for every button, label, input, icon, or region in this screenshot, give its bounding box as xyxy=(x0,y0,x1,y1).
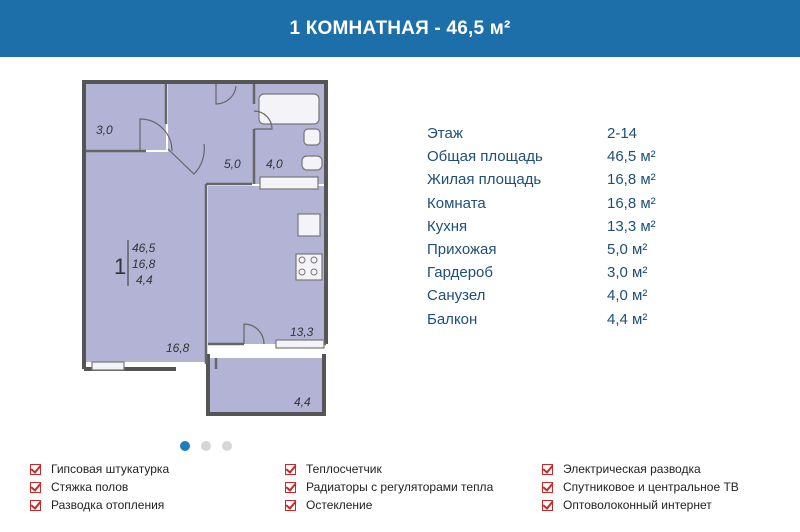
features-column-1 xyxy=(30,460,169,514)
area-hall: 5,0 xyxy=(224,157,241,171)
feature-label: Гипсовая штукатурка xyxy=(51,462,170,476)
feature-item xyxy=(30,478,169,496)
spec-row xyxy=(427,168,656,191)
checkbox-icon xyxy=(285,464,296,475)
label-balcony: 4,4 xyxy=(136,273,153,287)
spec-value: 2-14 xyxy=(607,125,638,143)
feature-label: Спутниковое и центральное ТВ xyxy=(563,480,739,494)
feature-label: Разводка отопления xyxy=(51,498,165,512)
kitchen-sink xyxy=(298,214,320,236)
room-number: 1 xyxy=(114,254,127,279)
spec-row xyxy=(427,215,656,238)
carousel-dot-1[interactable] xyxy=(180,441,190,451)
checkbox-icon xyxy=(542,482,553,493)
spec-row xyxy=(427,122,656,145)
checkbox-icon xyxy=(542,500,553,511)
spec-label: Комната xyxy=(427,194,486,212)
features-column-2 xyxy=(285,460,493,514)
spec-row xyxy=(427,238,656,261)
wardrobe-floor xyxy=(86,84,166,150)
bathtub xyxy=(259,94,319,124)
feature-item xyxy=(542,460,739,478)
features-column-3 xyxy=(542,460,739,514)
feature-label: Электрическая разводка xyxy=(563,462,701,476)
spec-value: 4,4 м² xyxy=(607,310,648,328)
feature-label: Радиаторы с регуляторами тепла xyxy=(306,480,494,494)
header-bar xyxy=(0,0,800,57)
feature-label: Оптоволоконный интернет xyxy=(563,498,712,512)
spec-value: 16,8 м² xyxy=(607,194,656,212)
area-balcony: 4,4 xyxy=(294,395,311,409)
spec-row xyxy=(427,308,656,331)
floor-plan xyxy=(76,74,336,424)
feature-item xyxy=(542,496,739,514)
feature-item xyxy=(285,460,493,478)
page-title: 1 КОМНАТНАЯ - 46,5 м² xyxy=(289,17,511,39)
specs-table xyxy=(427,122,656,331)
sink xyxy=(304,129,320,145)
spec-value: 13,3 м² xyxy=(607,217,656,235)
feature-item xyxy=(285,478,493,496)
carousel-dot-2[interactable] xyxy=(201,441,211,451)
spec-row xyxy=(427,145,656,168)
carousel-dot-3[interactable] xyxy=(222,441,232,451)
spec-row xyxy=(427,192,656,215)
area-wardrobe: 3,0 xyxy=(96,123,113,137)
feature-item xyxy=(30,460,169,478)
spec-label: Этаж xyxy=(427,125,463,143)
spec-label: Общая площадь xyxy=(427,148,543,166)
spec-label: Гардероб xyxy=(427,264,493,282)
feature-label: Теплосчетчик xyxy=(306,462,382,476)
spec-value: 16,8 м² xyxy=(607,171,656,189)
spec-label: Жилая площадь xyxy=(427,171,542,189)
carousel-dots xyxy=(180,441,232,451)
checkbox-icon xyxy=(285,482,296,493)
toilet xyxy=(302,156,322,170)
checkbox-icon xyxy=(30,464,41,475)
label-total: 46,5 xyxy=(132,241,156,255)
washer xyxy=(260,177,318,189)
spec-value: 5,0 м² xyxy=(607,241,648,259)
checkbox-icon xyxy=(30,500,41,511)
window-room xyxy=(92,362,124,370)
area-room: 16,8 xyxy=(166,341,190,355)
checkbox-icon xyxy=(30,482,41,493)
label-living: 16,8 xyxy=(132,257,156,271)
spec-label: Прихожая xyxy=(427,241,497,259)
checkbox-icon xyxy=(542,464,553,475)
spec-row xyxy=(427,261,656,284)
spec-label: Санузел xyxy=(427,287,486,305)
feature-item xyxy=(542,478,739,496)
spec-value: 3,0 м² xyxy=(607,264,648,282)
area-kitchen: 13,3 xyxy=(290,325,314,339)
window-kitchen xyxy=(276,340,324,348)
feature-item xyxy=(30,496,169,514)
checkbox-icon xyxy=(285,500,296,511)
area-bath: 4,0 xyxy=(266,157,283,171)
feature-label: Остекление xyxy=(306,498,373,512)
feature-item xyxy=(285,496,493,514)
feature-label: Стяжка полов xyxy=(51,480,129,494)
spec-value: 46,5 м² xyxy=(607,148,656,166)
spec-value: 4,0 м² xyxy=(607,287,648,305)
spec-label: Кухня xyxy=(427,217,468,235)
spec-row xyxy=(427,284,656,307)
spec-label: Балкон xyxy=(427,310,478,328)
